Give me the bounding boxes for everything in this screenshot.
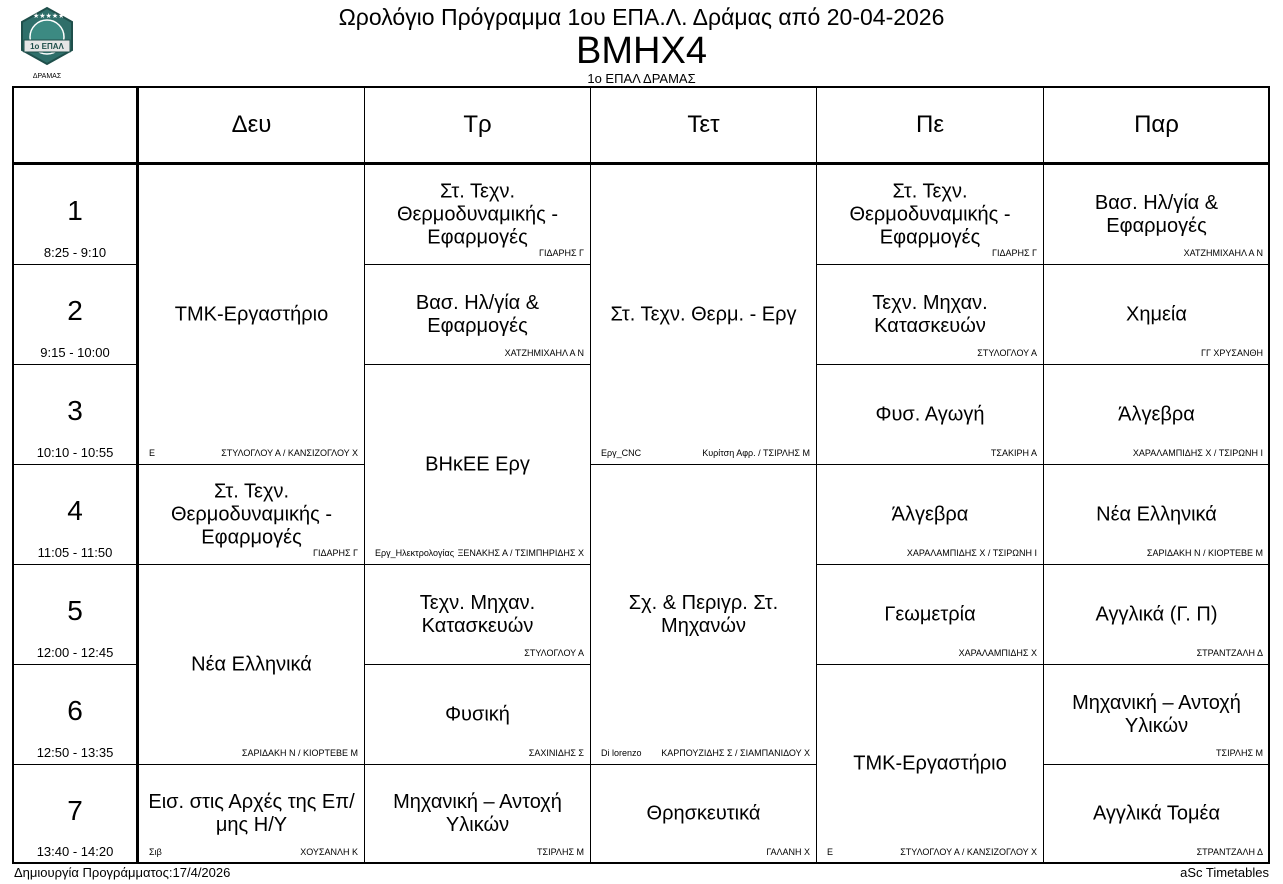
period-number: 7 (67, 795, 83, 826)
lesson-cell[interactable] (139, 465, 365, 565)
lesson-subject: Στ. Τεχν. Θερμοδυναμικής - Εφαρμογές (849, 180, 1011, 248)
lesson-teacher: ΣΑΧΙΝΙΔΗΣ Σ (528, 748, 584, 758)
lesson-teacher: ΓΓ ΧΡΥΣΑΝΘΗ (1201, 348, 1263, 358)
lesson-cell[interactable] (591, 165, 817, 465)
day-header: Δευ (139, 88, 365, 165)
lesson-cell[interactable] (817, 265, 1044, 365)
lesson-cell[interactable] (1044, 165, 1270, 265)
lesson-subject: Εισ. στις Αρχές της Επ/μης Η/Υ (148, 791, 355, 836)
period-header (14, 165, 139, 265)
period-number: 6 (67, 695, 83, 726)
lesson-subject: Μηχανική – Αντοχή Υλικών (393, 791, 562, 836)
schedule-title: Ωρολόγιο Πρόγραμμα 1ου ΕΠΑ.Λ. Δράμας από 20-04-2026 (338, 4, 945, 30)
lesson-teacher: ΣΑΡΙΔΑΚΗ Ν / ΚΙΟΡΤΕΒΕ Μ (241, 748, 358, 758)
lesson-cell[interactable] (591, 465, 817, 765)
lesson-subject: Στ. Τεχν. Θερμ. - Εργ (610, 303, 797, 325)
lesson-subject: Άλγεβρα (891, 503, 969, 525)
lesson-subject: Στ. Τεχν. Θερμοδυναμικής - Εφαρμογές (396, 180, 559, 248)
period-number: 5 (67, 595, 83, 626)
lesson-cell[interactable] (365, 665, 591, 765)
period-time: 12:00 - 12:45 (36, 645, 114, 660)
lesson-cell[interactable] (591, 765, 817, 864)
day-header: Πε (817, 88, 1044, 165)
lesson-teacher: ΓΙΔΑΡΗΣ Γ (539, 248, 584, 258)
lesson-cell[interactable] (817, 465, 1044, 565)
period-header (14, 765, 139, 864)
lesson-teacher: ΞΕΝΑΚΗΣ Α / ΤΣΙΜΠΗΡΙΔΗΣ Χ (457, 548, 584, 558)
timetable-grid (12, 86, 1270, 864)
lesson-teacher: ΣΤΡΑΝΤΖΑΛΗ Δ (1196, 847, 1263, 857)
lesson-teacher: ΓΙΔΑΡΗΣ Γ (313, 548, 358, 558)
lesson-room: Ε (827, 847, 834, 857)
period-header (14, 365, 139, 465)
lesson-subject: Βασ. Ηλ/γία & Εφαρμογές (415, 291, 540, 337)
lesson-cell[interactable] (365, 765, 591, 864)
lesson-cell[interactable] (1044, 265, 1270, 365)
lesson-teacher: ΣΤΥΛΟΓΛΟΥ Α / ΚΑΝΣΙΖΟΓΛΟΥ Χ (221, 448, 358, 458)
period-number: 3 (67, 395, 83, 426)
lesson-cell[interactable] (817, 665, 1044, 864)
lesson-cell[interactable] (817, 365, 1044, 465)
lesson-subject: Σχ. & Περιγρ. Στ. Μηχανών (628, 591, 779, 637)
lesson-subject: Τεχν. Μηχαν. Κατασκευών (872, 291, 988, 337)
svg-text:★★★★★: ★★★★★ (33, 13, 65, 20)
lesson-room: Εργ_CNC (601, 448, 642, 458)
lesson-cell[interactable] (817, 165, 1044, 265)
period-time: 11:05 - 11:50 (37, 545, 113, 560)
lesson-teacher: ΓΑΛΑΝΗ Χ (766, 847, 810, 857)
lesson-cell[interactable] (365, 265, 591, 365)
lesson-subject: Άλγεβρα (1118, 403, 1195, 425)
period-header (14, 565, 139, 665)
lesson-teacher: ΚΑΡΠΟΥΖΙΔΗΣ Σ / ΣΙΑΜΠΑΝΙΔΟΥ Χ (661, 748, 810, 758)
lesson-subject: Χημεία (1126, 303, 1187, 325)
lesson-teacher: ΣΑΡΙΔΑΚΗ Ν / ΚΙΟΡΤΕΒΕ Μ (1146, 548, 1263, 558)
lesson-cell[interactable] (817, 565, 1044, 665)
svg-text:1ο ΕΠΑΛ: 1ο ΕΠΑΛ (30, 42, 64, 51)
period-header (14, 265, 139, 365)
lesson-subject: Νέα Ελληνικά (1096, 503, 1217, 525)
lesson-teacher: ΣΤΥΛΟΓΛΟΥ Α (977, 348, 1037, 358)
lesson-teacher: ΧΑΡΑΛΑΜΠΙΔΗΣ Χ / ΤΣΙΡΩΝΗ Ι (1132, 448, 1263, 458)
lesson-cell[interactable] (365, 565, 591, 665)
period-number: 4 (67, 495, 83, 526)
lesson-subject: Βασ. Ηλ/γία & Εφαρμογές (1094, 191, 1219, 237)
lesson-cell[interactable] (1044, 665, 1270, 765)
lesson-subject: Μηχανική – Αντοχή Υλικών (1072, 691, 1241, 737)
lesson-teacher: ΤΣΙΡΛΗΣ Μ (1216, 748, 1263, 758)
period-header (14, 465, 139, 565)
lesson-cell[interactable] (139, 565, 365, 765)
corner-cell (14, 88, 139, 165)
lesson-teacher: ΣΤΥΛΟΓΛΟΥ Α (524, 648, 584, 658)
day-header: Παρ (1044, 88, 1270, 165)
lesson-room: Ε (149, 448, 156, 458)
lesson-teacher: ΤΣΙΡΛΗΣ Μ (537, 847, 584, 857)
school-name: 1ο ΕΠΑΛ ΔΡΑΜΑΣ (587, 71, 696, 86)
period-time: 9:15 - 10:00 (40, 345, 110, 360)
lesson-subject: ΤΜΚ-Εργαστήριο (853, 752, 1007, 775)
lesson-room: Εργ_Ηλεκτρολογίας (375, 548, 455, 558)
period-time: 12:50 - 13:35 (36, 745, 114, 760)
lesson-teacher: ΧΑΡΑΛΑΜΠΙΔΗΣ Χ / ΤΣΙΡΩΝΗ Ι (906, 548, 1037, 558)
lesson-subject: Φυσική (445, 703, 510, 725)
lesson-teacher: ΧΟΥΣΑΝΛΗ Κ (300, 847, 358, 857)
lesson-cell[interactable] (1044, 565, 1270, 665)
period-number: 2 (67, 295, 83, 326)
lesson-teacher: Κυρίτση Αφρ. / ΤΣΙΡΛΗΣ Μ (702, 448, 810, 458)
lesson-subject: Αγγλικά (Γ. Π) (1095, 603, 1218, 625)
lesson-cell[interactable] (365, 165, 591, 265)
lesson-cell[interactable] (1044, 765, 1270, 864)
period-header (14, 665, 139, 765)
lesson-teacher: ΧΑΤΖΗΜΙΧΑΗΛ Α Ν (504, 348, 584, 358)
lesson-cell[interactable] (1044, 365, 1270, 465)
lesson-subject: ΤΜΚ-Εργαστήριο (174, 303, 329, 325)
lesson-subject: ΒΗκΕΕ Εργ (425, 453, 530, 475)
lesson-teacher: ΧΑΡΑΛΑΜΠΙΔΗΣ Χ (958, 648, 1037, 658)
period-time: 13:40 - 14:20 (36, 844, 114, 859)
lesson-teacher: ΧΑΤΖΗΜΙΧΑΗΛ Α Ν (1183, 248, 1263, 258)
svg-text:ΔΡΑΜΑΣ: ΔΡΑΜΑΣ (32, 73, 62, 80)
lesson-subject: Νέα Ελληνικά (191, 653, 312, 675)
lesson-teacher: ΤΣΑΚΙΡΗ Α (990, 448, 1037, 458)
lesson-subject: Τεχν. Μηχαν. Κατασκευών (419, 591, 536, 637)
lesson-cell[interactable] (139, 165, 365, 465)
period-number: 1 (67, 195, 83, 226)
period-time: 10:10 - 10:55 (36, 445, 114, 460)
day-header: Τετ (591, 88, 817, 165)
lesson-teacher: ΓΙΔΑΡΗΣ Γ (992, 248, 1037, 258)
lesson-subject: Στ. Τεχν. Θερμοδυναμικής - Εφαρμογές (170, 480, 333, 548)
lesson-subject: Φυσ. Αγωγή (875, 403, 985, 425)
lesson-teacher: ΣΤΥΛΟΓΛΟΥ Α / ΚΑΝΣΙΖΟΓΛΟΥ Χ (900, 847, 1037, 857)
lesson-room: Di lorenzo (601, 748, 642, 758)
period-time: 8:25 - 9:10 (43, 245, 107, 260)
day-header: Τρ (365, 88, 591, 165)
lesson-cell[interactable] (139, 765, 365, 864)
class-name: ΒΜΗΧ4 (576, 30, 707, 72)
creation-date: Δημιουργία Προγράμματος:17/4/2026 (14, 865, 231, 880)
lesson-cell[interactable] (1044, 465, 1270, 565)
lesson-teacher: ΣΤΡΑΝΤΖΑΛΗ Δ (1196, 648, 1263, 658)
generator-name: aSc Timetables (1180, 865, 1269, 880)
lesson-subject: Γεωμετρία (884, 603, 976, 625)
lesson-subject: Αγγλικά Τομέα (1092, 802, 1221, 825)
lesson-room: Σιβ (149, 847, 162, 857)
lesson-cell[interactable] (365, 365, 591, 565)
lesson-subject: Θρησκευτικά (646, 802, 761, 825)
